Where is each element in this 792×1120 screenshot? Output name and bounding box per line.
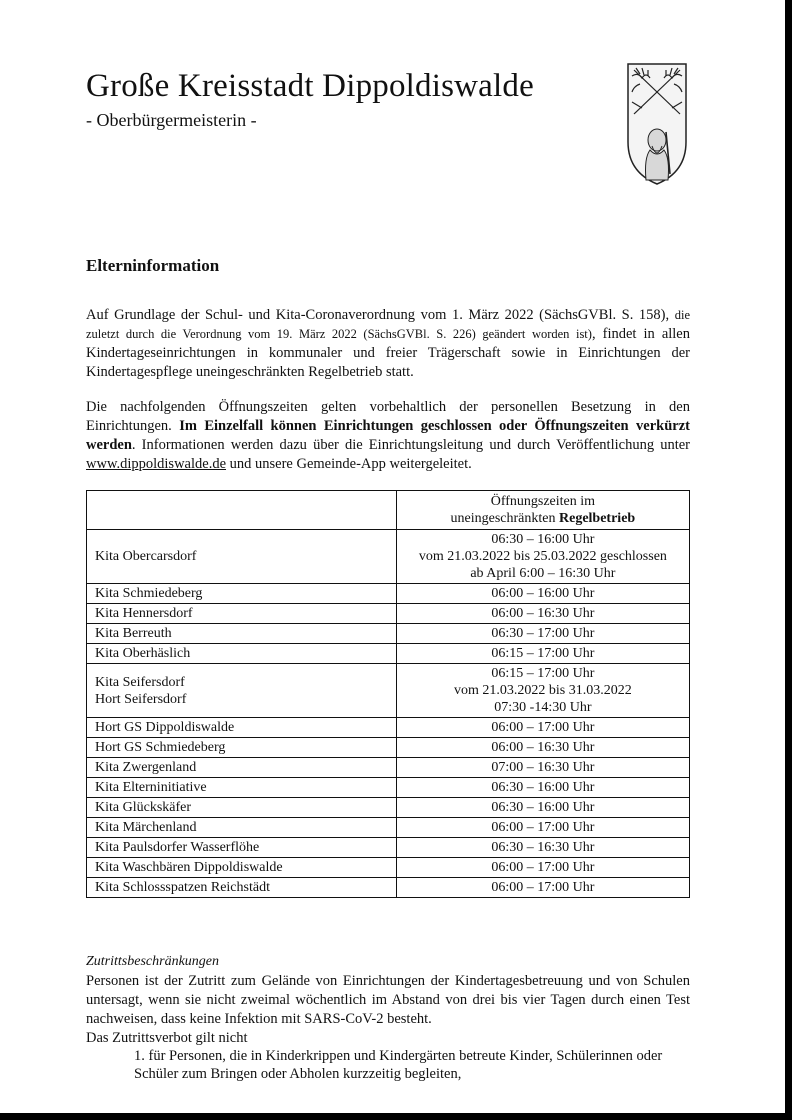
table-header-row: [87, 491, 690, 530]
section-heading: Elterninformation: [86, 256, 220, 275]
table-row: [87, 530, 690, 584]
page-subtitle: - Oberbürgermeisterin -: [86, 110, 257, 130]
table-row: [87, 778, 690, 798]
table-row: [87, 604, 690, 624]
notice-bold-text: Im Einzelfall können Einrichtungen geschlossen oder Öffnungszeiten verkürzt werden: [86, 418, 690, 453]
notice-text-c: und unsere Gemeinde-App weitergeleitet.: [226, 456, 472, 472]
access-exception-intro: Das Zutrittsverbot gilt nicht: [86, 1030, 248, 1046]
facility-name-cell: [87, 584, 397, 604]
opening-hours-line: 06:30 – 16:30 Uhr: [491, 840, 595, 855]
table-row: [87, 798, 690, 818]
facility-name: Kita Schmiedeberg: [95, 586, 203, 601]
notice-text-b: . Informationen werden dazu über die Einrichtungsleitung und durch Veröffentlichung unter: [131, 437, 690, 453]
facility-name: Kita Märchenland: [95, 820, 197, 835]
table-row: [87, 738, 690, 758]
facility-name-cell: [87, 644, 397, 664]
facility-name-cell: [87, 604, 397, 624]
opening-hours-line: 06:15 – 17:00 Uhr: [491, 666, 595, 681]
table-row: [87, 818, 690, 838]
intro-text-b: die zuletzt durch die Verordnung vom 19. März 2022 (SächsGVBl. S. 226) geändert worden ist): [86, 308, 690, 341]
facility-name-cell: [87, 818, 397, 838]
opening-hours-cell: [396, 644, 689, 664]
opening-hours-line: 07:30 -14:30 Uhr: [494, 700, 592, 715]
opening-hours-line: 06:30 – 16:00 Uhr: [491, 532, 595, 547]
facility-name-cell: [87, 624, 397, 644]
opening-hours-cell: [396, 624, 689, 644]
opening-hours-cell: [396, 758, 689, 778]
facility-name: Kita Waschbären Dippoldiswalde: [95, 860, 283, 875]
table-header-empty-cell: [87, 491, 397, 530]
access-section-title: Zutrittsbeschränkungen: [86, 954, 219, 969]
opening-hours-cell: [396, 838, 689, 858]
opening-hours-line: 07:00 – 16:30 Uhr: [491, 760, 595, 775]
facility-name: Hort Seifersdorf: [95, 691, 187, 707]
opening-hours-cell: [396, 738, 689, 758]
facility-name-cell: [87, 878, 397, 898]
opening-hours-line: 06:15 – 17:00 Uhr: [491, 646, 595, 661]
facility-name-cell: [87, 858, 397, 878]
opening-hours-line: ab April 6:00 – 16:30 Uhr: [470, 566, 616, 581]
facility-name: Kita Paulsdorfer Wasserflöhe: [95, 840, 260, 855]
facility-name: Kita Obercarsdorf: [95, 549, 197, 564]
coat-of-arms-icon: [626, 62, 688, 186]
opening-hours-line: 06:00 – 17:00 Uhr: [491, 880, 595, 895]
opening-hours-cell: [396, 584, 689, 604]
facility-name: Hort GS Schmiedeberg: [95, 740, 226, 755]
table-header-line1: Öffnungszeiten im: [490, 494, 596, 509]
opening-hours-cell: [396, 778, 689, 798]
facility-name: Kita Glückskäfer: [95, 800, 192, 815]
facility-name-cell: [87, 798, 397, 818]
table-header-bold: Regelbetrieb: [559, 511, 636, 526]
opening-hours-cell: [396, 718, 689, 738]
facility-name-cell: [87, 738, 397, 758]
table-header-cell: [396, 491, 689, 530]
intro-text-a: Auf Grundlage der Schul- und Kita-Coronaverordnung vom 1. März 2022 (SächsGVBl. S. 158),: [86, 307, 675, 323]
table-row: [87, 584, 690, 604]
hours-notice-paragraph: [86, 398, 690, 474]
opening-hours-line: 06:00 – 16:00 Uhr: [491, 586, 595, 601]
facility-name-cell: [87, 530, 397, 584]
table-row: [87, 644, 690, 664]
opening-hours-line: vom 21.03.2022 bis 25.03.2022 geschlossen: [418, 549, 667, 564]
opening-hours-cell: [396, 604, 689, 624]
opening-hours-line: 06:30 – 17:00 Uhr: [491, 626, 595, 641]
intro-paragraph: [86, 306, 690, 382]
opening-hours-cell: [396, 858, 689, 878]
page-title: Große Kreisstadt Dippoldiswalde: [86, 68, 534, 104]
website-link[interactable]: www.dippoldiswalde.de: [86, 456, 227, 472]
facility-name-cell: [87, 718, 397, 738]
facility-name: Kita Berreuth: [95, 626, 172, 641]
opening-hours-cell: [396, 530, 689, 584]
facility-name: Kita Elterninitiative: [95, 780, 207, 795]
facility-name: Kita Oberhäslich: [95, 646, 191, 661]
page-edge-right: [785, 0, 792, 1120]
letterhead: [86, 66, 534, 132]
opening-hours-line: 06:00 – 16:30 Uhr: [491, 740, 595, 755]
opening-hours-line: 06:00 – 16:30 Uhr: [491, 606, 595, 621]
table-row: [87, 624, 690, 644]
facility-name-cell: [87, 758, 397, 778]
facility-name-cell: [87, 838, 397, 858]
table-row: [87, 758, 690, 778]
access-exception-item: 1. für Personen, die in Kinderkrippen und Kindergärten betreute Kinder, Schülerinnen oder Schüler zum Bringen oder Abholen kurzzeitig begleiten,: [134, 1048, 663, 1082]
access-paragraph: Personen ist der Zutritt zum Gelände von Einrichtungen der Kindertagesbetreuung und von Schulen untersagt, wenn sie nicht zweimal wöchentlich im Abstand von drei bis vier Tagen durch einen Test nachweisen, dass keine Infektion mit SARS-CoV-2 besteht.: [86, 973, 690, 1027]
opening-hours-line: 06:00 – 17:00 Uhr: [491, 720, 595, 735]
facility-name: Kita Zwergenland: [95, 760, 197, 775]
table-row: [87, 858, 690, 878]
table-row: [87, 878, 690, 898]
opening-hours-cell: [396, 878, 689, 898]
opening-hours-line: 06:00 – 17:00 Uhr: [491, 820, 595, 835]
facility-name: Kita Schlossspatzen Reichstädt: [95, 880, 270, 895]
table-row: [87, 838, 690, 858]
table-row: [87, 664, 690, 718]
notice-text-a: Die nachfolgenden Öffnungszeiten gelten vorbehaltlich der personellen Besetzung in den Einrichtungen.: [86, 399, 690, 434]
facility-name-cell: [87, 778, 397, 798]
opening-hours-line: 06:30 – 16:00 Uhr: [491, 800, 595, 815]
facility-name: Hort GS Dippoldiswalde: [95, 720, 235, 735]
intro-text-c: , findet in allen Kindertageseinrichtungen in kommunaler und freier Trägerschaft sowie in Einrichtungen der Kindertagespflege uneingeschränkten Regelbetrieb statt.: [86, 326, 690, 380]
opening-hours-cell: [396, 818, 689, 838]
facility-name-cell: [87, 664, 397, 718]
table-row: [87, 718, 690, 738]
opening-hours-line: vom 21.03.2022 bis 31.03.2022: [454, 683, 632, 698]
facility-name: Kita Seifersdorf: [95, 674, 185, 690]
opening-hours-table: [86, 490, 690, 898]
opening-hours-cell: [396, 664, 689, 718]
opening-hours-line: 06:30 – 16:00 Uhr: [491, 780, 595, 795]
page-edge-bottom: [0, 1113, 792, 1120]
facility-name: Kita Hennersdorf: [95, 606, 193, 621]
opening-hours-line: 06:00 – 17:00 Uhr: [491, 860, 595, 875]
table-header-line2: uneingeschränkten: [450, 511, 559, 526]
opening-hours-cell: [396, 798, 689, 818]
